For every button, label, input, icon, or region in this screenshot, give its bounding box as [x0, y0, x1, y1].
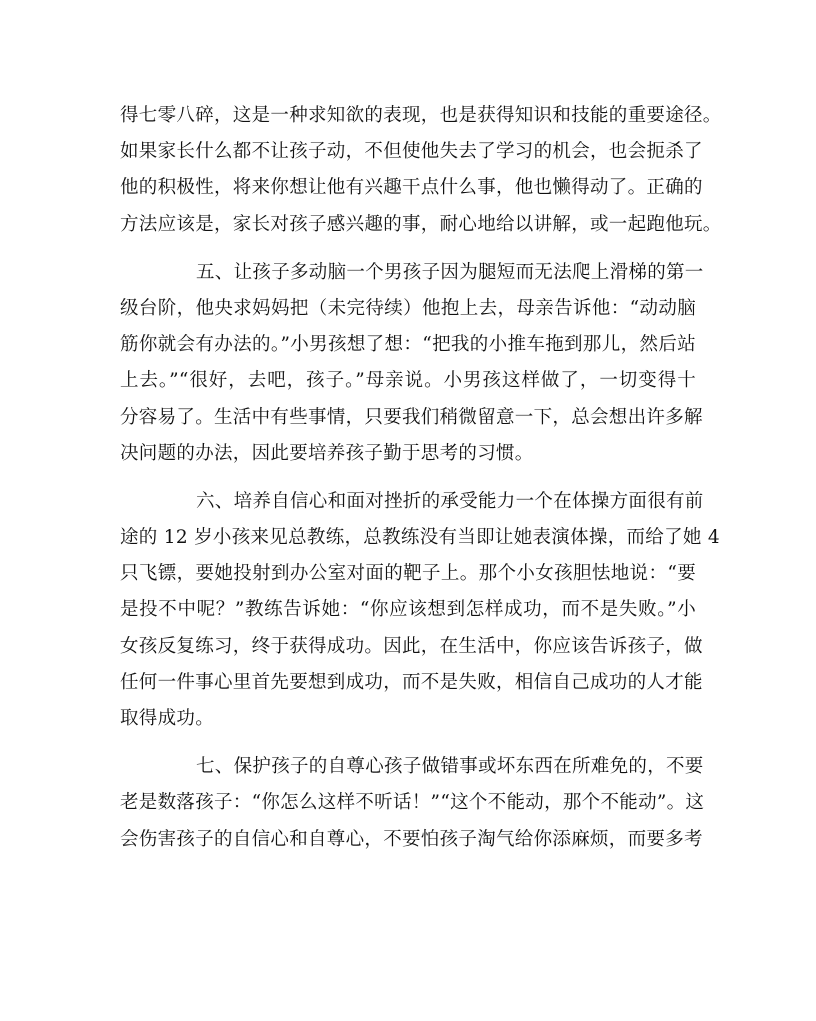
text-line: 得七零八碎，这是一种求知欲的表现，也是获得知识和技能的重要途径。: [120, 105, 722, 126]
text-line: 任何一件事心里首先要想到成功，而不是失败，相信自己成功的人才能: [120, 671, 703, 693]
text-line: 筋你就会有办法的。”小男孩想了想：“把我的小推车拖到那儿，然后站: [120, 334, 696, 356]
text-line: 方法应该是，家长对孩子感兴趣的事，耐心地给以讲解，或一起跑他玩。: [120, 213, 722, 235]
text-line: 决问题的办法，因此要培养孩子勤于思考的习惯。: [120, 442, 534, 464]
text-line: 七、保护孩子的自尊心孩子做错事或坏东西在所难免的，不要: [196, 756, 704, 778]
text-line: 他的积极性，将来你想让他有兴趣干点什么事，他也懒得动了。正确的: [120, 177, 703, 199]
paragraph-section-seven: [120, 749, 705, 858]
text-line: 取得成功。: [120, 708, 215, 729]
document-body: [120, 98, 722, 870]
paragraph-section-five: [120, 255, 704, 472]
text-line: 只飞镖，要她投射到办公室对面的靶子上。那个小女孩胆怯地说：“要: [120, 563, 696, 585]
text-line: 上去。”“很好，去吧，孩子。”母亲说。小男孩这样做了，一切变得十: [120, 370, 696, 392]
text-line: 五、让孩子多动脑一个男孩子因为腿短而无法爬上滑梯的第一: [196, 261, 704, 283]
text-line: 六、培养自信心和面对挫折的承受能力一个在体操方面很有前: [196, 490, 704, 512]
paragraph-continuation: [120, 98, 722, 243]
paragraph-section-six: [120, 484, 720, 737]
text-line: 如果家长什么都不让孩子动，不但使他失去了学习的机会，也会扼杀了: [120, 141, 703, 163]
text-line: 分容易了。生活中有些事情，只要我们稍微留意一下，总会想出许多解: [120, 406, 703, 428]
text-line: 会伤害孩子的自信心和自尊心，不要怕孩子淘气给你添麻烦，而要多考: [120, 828, 703, 850]
text-line: 级台阶，他央求妈妈把（未完待续）他抱上去，母亲告诉他：“动动脑: [120, 297, 696, 319]
text-line: 途的 12 岁小孩来见总教练，总教练没有当即让她表演体操，而给了她 4: [120, 527, 720, 549]
text-line: 老是数落孩子：“你怎么这样不听话！”“这个不能动，那个不能动”。这: [120, 792, 705, 814]
text-line: 女孩反复练习，终于获得成功。因此，在生活中，你应该告诉孩子，做: [120, 635, 703, 657]
text-line: 是投不中呢？”教练告诉她：“你应该想到怎样成功，而不是失败。”小: [120, 599, 696, 621]
